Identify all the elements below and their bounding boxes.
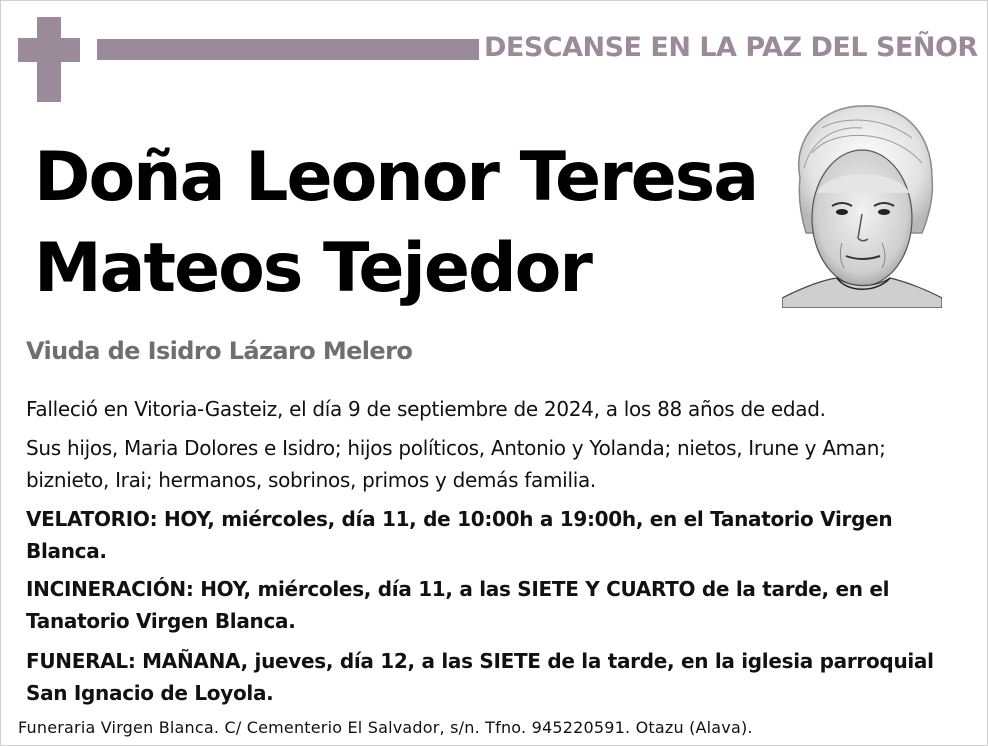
- portrait-photo: [782, 98, 942, 308]
- funeral-home-footer: Funeraria Virgen Blanca. C/ Cementerio El Salvador, s/n. Tfno. 945220591. Otazu (Alava).: [18, 718, 753, 737]
- header-rule: [97, 39, 479, 60]
- deceased-name-line1: Doña Leonor Teresa: [34, 138, 758, 217]
- header-tagline: DESCANSE EN LA PAZ DEL SEÑOR: [484, 32, 978, 63]
- family-list: Sus hijos, Maria Dolores e Isidro; hijos políticos, Antonio y Yolanda; nietos, Irune y Aman; biznieto, Irai; hermanos, sobrinos, primos y demás familia.: [26, 436, 886, 492]
- widow-of: Viuda de Isidro Lázaro Melero: [26, 337, 413, 365]
- funeral-info: FUNERAL: MAÑANA, jueves, día 12, a las SIETE de la tarde, en la iglesia parroquial San Ignacio de Loyola.: [26, 649, 934, 705]
- cross-icon-horizontal: [18, 38, 80, 62]
- cremation-info: INCINERACIÓN: HOY, miércoles, día 11, a las SIETE Y CUARTO de la tarde, en el Tanatorio Virgen Blanca.: [26, 577, 890, 633]
- wake-info: VELATORIO: HOY, miércoles, día 11, de 10:00h a 19:00h, en el Tanatorio Virgen Blanca.: [26, 507, 893, 563]
- death-statement: Falleció en Vitoria-Gasteiz, el día 9 de septiembre de 2024, a los 88 años de edad.: [26, 397, 826, 421]
- deceased-name: [34, 132, 774, 314]
- deceased-name-line2: Mateos Tejedor: [34, 229, 591, 308]
